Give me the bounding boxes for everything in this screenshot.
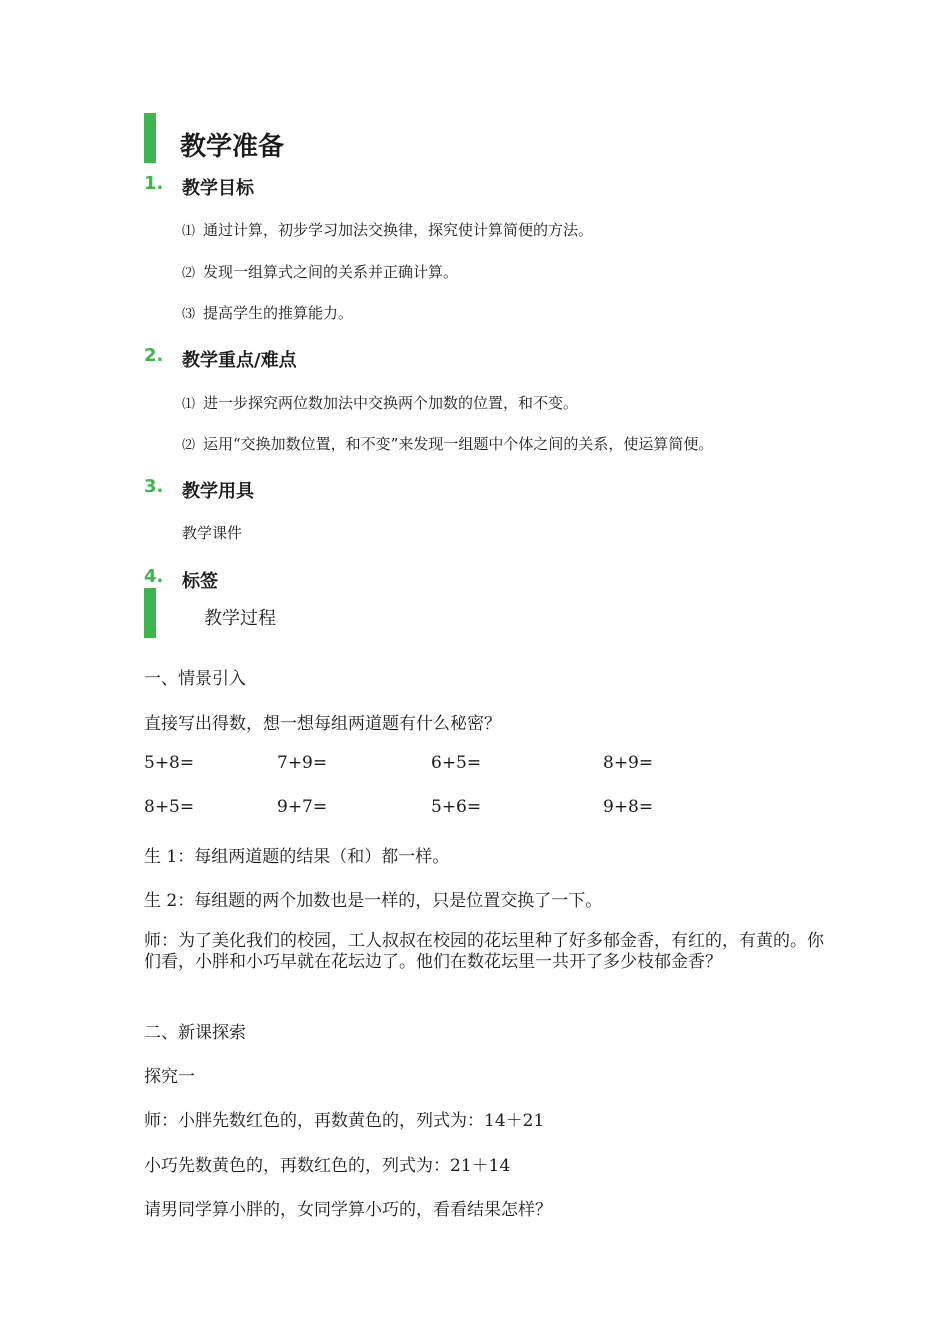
question-text: 请男同学算小胖的，女同学算小巧的，看看结果怎样？ [144,1200,552,1220]
new-lesson-title: 二、新课探索 [144,1023,246,1043]
explore-title: 探究一 [144,1067,195,1087]
item-marker: ⑶ [182,307,196,322]
item-marker: ⑴ [182,397,196,412]
section-title: 标签 [182,571,218,592]
section-text: 教学课件 [182,524,243,542]
section-number: 3. [144,476,164,497]
list-item [182,261,458,282]
equation: 6+5= [431,753,482,773]
item-marker: ⑵ [182,266,196,281]
teacher-paragraph: 师：为了美化我们的校园，工人叔叔在校园的花坛里种了好多郁金香，有红的，有黄的。你们看，小胖和小巧早就在花坛边了。他们在数花坛里一共开了多少枝郁金香？ [144,931,824,972]
equation: 7+9= [277,753,328,773]
page-title: 教学准备 [180,132,285,162]
section-number: 4. [144,566,164,587]
student-answer: 生 2：每组题的两个加数也是一样的，只是位置交换了一下。 [144,891,603,911]
student-answer: 生 1：每组两道题的结果（和）都一样。 [144,847,450,867]
process-heading: 教学过程 [204,608,276,629]
section-title: 教学重点/难点 [182,350,297,371]
equation: 9+8= [603,797,654,817]
equation: 5+8= [144,753,195,773]
list-item [182,392,578,413]
heading-accent-bar [144,113,156,163]
intro-title: 一、情景引入 [144,669,246,689]
xiaoqiao-text: 小巧先数黄色的，再数红色的，列式为：21＋14 [144,1156,511,1176]
prompt-text: 直接写出得数，想一想每组两道题有什么秘密？ [144,714,501,734]
process-accent-bar [144,588,156,638]
item-text: 进一步探究两位数加法中交换两个加数的位置，和不变。 [203,394,579,412]
equation: 5+6= [431,797,482,817]
list-item [182,219,593,240]
section-title: 教学用具 [182,481,254,502]
section-title: 教学目标 [182,178,254,199]
equation: 8+9= [603,753,654,773]
section-number: 1. [144,173,164,194]
item-text: 提高学生的推算能力。 [203,304,354,322]
list-item [182,302,353,323]
item-marker: ⑵ [182,438,196,453]
equation: 8+5= [144,797,195,817]
teacher-text: 师：小胖先数红色的，再数黄色的，列式为：14＋21 [144,1111,545,1131]
section-number: 2. [144,345,164,366]
item-marker: ⑴ [182,224,196,239]
equation: 9+7= [277,797,328,817]
item-text: 发现一组算式之间的关系并正确计算。 [203,263,459,281]
item-text: 运用“交换加数位置，和不变”来发现一组题中个体之间的关系，使运算简便。 [203,435,714,453]
item-text: 通过计算，初步学习加法交换律，探究使计算简便的方法。 [203,221,594,239]
list-item [182,433,713,454]
